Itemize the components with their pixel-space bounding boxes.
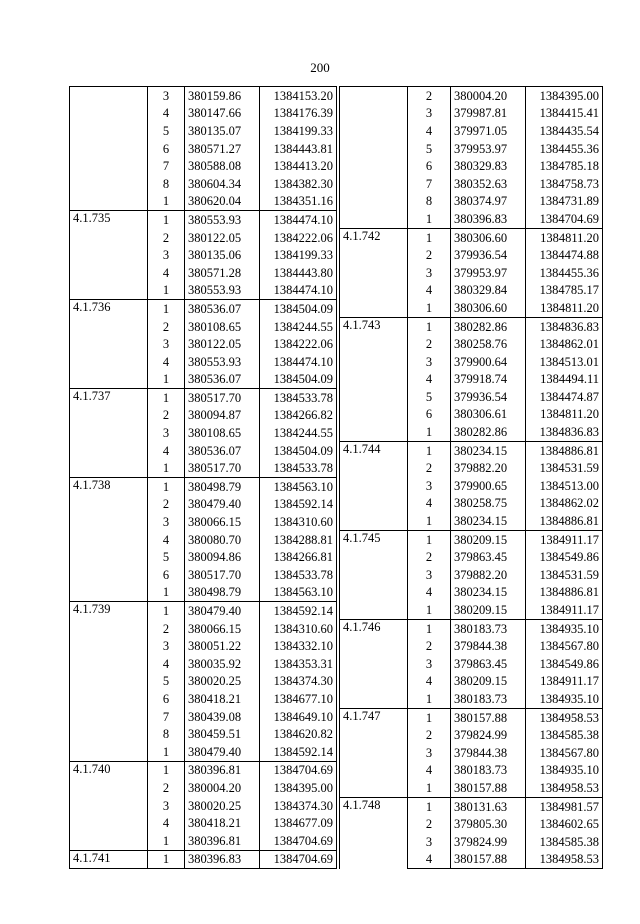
point-number: 4 bbox=[148, 814, 185, 832]
x-coordinate: 380418.21 bbox=[185, 814, 260, 832]
table-row bbox=[70, 478, 337, 496]
point-number: 8 bbox=[148, 175, 185, 193]
point-number: 1 bbox=[148, 743, 185, 761]
y-coordinate: 1384958.53 bbox=[526, 779, 603, 797]
y-coordinate: 1384811.20 bbox=[526, 406, 603, 424]
y-coordinate: 1384382.30 bbox=[260, 175, 337, 193]
y-coordinate: 1384443.81 bbox=[260, 140, 337, 158]
point-number: 3 bbox=[148, 797, 185, 815]
x-coordinate: 380498.79 bbox=[185, 584, 260, 602]
x-coordinate: 380108.65 bbox=[185, 318, 260, 336]
point-number: 4 bbox=[408, 122, 451, 140]
point-number: 3 bbox=[408, 353, 451, 371]
point-number: 6 bbox=[408, 157, 451, 175]
x-coordinate: 380209.15 bbox=[451, 530, 526, 548]
y-coordinate: 1384513.01 bbox=[526, 353, 603, 371]
point-number: 3 bbox=[408, 477, 451, 495]
y-coordinate: 1384533.78 bbox=[260, 566, 337, 584]
x-coordinate: 380094.86 bbox=[185, 548, 260, 566]
x-coordinate: 380479.40 bbox=[185, 743, 260, 761]
x-coordinate: 380459.51 bbox=[185, 725, 260, 743]
section-number: 4.1.745 bbox=[340, 530, 408, 619]
y-coordinate: 1384836.83 bbox=[526, 317, 603, 335]
y-coordinate: 1384911.17 bbox=[526, 530, 603, 548]
point-number: 7 bbox=[148, 708, 185, 726]
point-number: 5 bbox=[148, 122, 185, 140]
y-coordinate: 1384862.01 bbox=[526, 335, 603, 353]
section-number: 4.1.744 bbox=[340, 441, 408, 530]
y-coordinate: 1384443.80 bbox=[260, 264, 337, 282]
y-coordinate: 1384649.10 bbox=[260, 708, 337, 726]
x-coordinate: 380352.63 bbox=[451, 175, 526, 193]
y-coordinate: 1384474.88 bbox=[526, 246, 603, 264]
x-coordinate: 380159.86 bbox=[185, 87, 260, 105]
point-number: 4 bbox=[408, 282, 451, 300]
y-coordinate: 1384911.17 bbox=[526, 601, 603, 619]
section-number: 4.1.743 bbox=[340, 317, 408, 441]
y-coordinate: 1384374.30 bbox=[260, 797, 337, 815]
y-coordinate: 1384513.00 bbox=[526, 477, 603, 495]
y-coordinate: 1384677.09 bbox=[260, 814, 337, 832]
point-number: 8 bbox=[148, 725, 185, 743]
point-number: 4 bbox=[408, 673, 451, 691]
section-number: 4.1.742 bbox=[340, 228, 408, 317]
x-coordinate: 380396.81 bbox=[185, 832, 260, 850]
point-number: 1 bbox=[408, 601, 451, 619]
x-coordinate: 380306.60 bbox=[451, 299, 526, 317]
y-coordinate: 1384620.82 bbox=[260, 725, 337, 743]
section-number: 4.1.739 bbox=[70, 602, 148, 761]
x-coordinate: 380536.07 bbox=[185, 371, 260, 389]
point-number: 1 bbox=[408, 619, 451, 637]
x-coordinate: 380282.86 bbox=[451, 317, 526, 335]
point-number: 1 bbox=[148, 761, 185, 779]
point-number: 2 bbox=[148, 229, 185, 247]
point-number: 1 bbox=[148, 478, 185, 496]
section-number: 4.1.736 bbox=[70, 300, 148, 389]
point-number: 1 bbox=[148, 282, 185, 300]
point-number: 2 bbox=[408, 335, 451, 353]
x-coordinate: 380439.08 bbox=[185, 708, 260, 726]
y-coordinate: 1384474.87 bbox=[526, 388, 603, 406]
point-number: 4 bbox=[148, 264, 185, 282]
y-coordinate: 1384504.09 bbox=[260, 371, 337, 389]
section-number: 4.1.735 bbox=[70, 211, 148, 300]
point-number: 3 bbox=[408, 566, 451, 584]
point-number: 3 bbox=[148, 87, 185, 105]
point-number: 4 bbox=[408, 495, 451, 513]
y-coordinate: 1384585.38 bbox=[526, 833, 603, 851]
point-number: 3 bbox=[148, 513, 185, 531]
point-number: 3 bbox=[148, 335, 185, 353]
y-coordinate: 1384704.69 bbox=[260, 761, 337, 779]
y-coordinate: 1384504.09 bbox=[260, 442, 337, 460]
table-row bbox=[70, 602, 337, 620]
point-number: 6 bbox=[148, 140, 185, 158]
point-number: 1 bbox=[408, 512, 451, 530]
point-number: 4 bbox=[148, 105, 185, 123]
point-number: 8 bbox=[408, 193, 451, 211]
x-coordinate: 380329.83 bbox=[451, 157, 526, 175]
x-coordinate: 380258.75 bbox=[451, 495, 526, 513]
point-number: 4 bbox=[148, 655, 185, 673]
y-coordinate: 1384455.36 bbox=[526, 140, 603, 158]
point-number: 2 bbox=[408, 246, 451, 264]
point-number: 4 bbox=[408, 371, 451, 389]
y-coordinate: 1384785.18 bbox=[526, 157, 603, 175]
y-coordinate: 1384592.14 bbox=[260, 743, 337, 761]
x-coordinate: 380234.15 bbox=[451, 441, 526, 459]
y-coordinate: 1384222.06 bbox=[260, 335, 337, 353]
y-coordinate: 1384288.81 bbox=[260, 531, 337, 549]
y-coordinate: 1384199.33 bbox=[260, 246, 337, 264]
y-coordinate: 1384176.39 bbox=[260, 105, 337, 123]
x-coordinate: 379805.30 bbox=[451, 815, 526, 833]
point-number: 5 bbox=[148, 548, 185, 566]
x-coordinate: 380147.66 bbox=[185, 105, 260, 123]
y-coordinate: 1384310.60 bbox=[260, 620, 337, 638]
x-coordinate: 380306.60 bbox=[451, 228, 526, 246]
point-number: 1 bbox=[408, 317, 451, 335]
x-coordinate: 380536.07 bbox=[185, 300, 260, 318]
y-coordinate: 1384474.10 bbox=[260, 353, 337, 371]
point-number: 7 bbox=[408, 175, 451, 193]
point-number: 1 bbox=[408, 228, 451, 246]
point-number: 1 bbox=[148, 832, 185, 850]
point-number: 4 bbox=[148, 531, 185, 549]
point-number: 1 bbox=[408, 779, 451, 797]
y-coordinate: 1384474.10 bbox=[260, 282, 337, 300]
x-coordinate: 380620.04 bbox=[185, 193, 260, 211]
point-number: 1 bbox=[148, 389, 185, 407]
table-row bbox=[340, 708, 603, 726]
x-coordinate: 379844.38 bbox=[451, 637, 526, 655]
point-number: 2 bbox=[408, 548, 451, 566]
x-coordinate: 380066.15 bbox=[185, 513, 260, 531]
y-coordinate: 1384567.80 bbox=[526, 637, 603, 655]
page-number: 200 bbox=[310, 60, 330, 75]
point-number: 5 bbox=[148, 673, 185, 691]
y-coordinate: 1384413.20 bbox=[260, 157, 337, 175]
x-coordinate: 380396.83 bbox=[185, 850, 260, 869]
y-coordinate: 1384474.10 bbox=[260, 211, 337, 229]
x-coordinate: 380571.28 bbox=[185, 264, 260, 282]
point-number: 4 bbox=[148, 353, 185, 371]
point-number: 3 bbox=[408, 744, 451, 762]
x-coordinate: 380396.83 bbox=[451, 210, 526, 228]
point-number: 3 bbox=[408, 833, 451, 851]
point-number: 5 bbox=[408, 140, 451, 158]
section-number bbox=[340, 87, 408, 229]
table-row bbox=[70, 850, 337, 869]
y-coordinate: 1384592.14 bbox=[260, 602, 337, 620]
y-coordinate: 1384592.14 bbox=[260, 496, 337, 514]
table-row bbox=[340, 530, 603, 548]
y-coordinate: 1384886.81 bbox=[526, 584, 603, 602]
point-number: 1 bbox=[148, 459, 185, 477]
y-coordinate: 1384935.10 bbox=[526, 619, 603, 637]
y-coordinate: 1384266.81 bbox=[260, 548, 337, 566]
y-coordinate: 1384563.10 bbox=[260, 584, 337, 602]
y-coordinate: 1384266.82 bbox=[260, 407, 337, 425]
point-number: 3 bbox=[148, 637, 185, 655]
y-coordinate: 1384199.33 bbox=[260, 122, 337, 140]
y-coordinate: 1384935.10 bbox=[526, 690, 603, 708]
point-number: 1 bbox=[148, 300, 185, 318]
y-coordinate: 1384731.89 bbox=[526, 193, 603, 211]
point-number: 1 bbox=[408, 797, 451, 815]
point-number: 2 bbox=[148, 496, 185, 514]
point-number: 1 bbox=[408, 690, 451, 708]
point-number: 2 bbox=[408, 459, 451, 477]
point-number: 3 bbox=[148, 246, 185, 264]
y-coordinate: 1384836.83 bbox=[526, 423, 603, 441]
x-coordinate: 380080.70 bbox=[185, 531, 260, 549]
y-coordinate: 1384886.81 bbox=[526, 512, 603, 530]
point-number: 3 bbox=[148, 424, 185, 442]
x-coordinate: 380517.70 bbox=[185, 389, 260, 407]
point-number: 1 bbox=[148, 193, 185, 211]
y-coordinate: 1384494.11 bbox=[526, 371, 603, 389]
y-coordinate: 1384563.10 bbox=[260, 478, 337, 496]
x-coordinate: 380536.07 bbox=[185, 442, 260, 460]
point-number: 2 bbox=[408, 87, 451, 105]
y-coordinate: 1384758.73 bbox=[526, 175, 603, 193]
y-coordinate: 1384811.20 bbox=[526, 228, 603, 246]
table-row bbox=[340, 441, 603, 459]
table-row bbox=[340, 317, 603, 335]
x-coordinate: 379971.05 bbox=[451, 122, 526, 140]
y-coordinate: 1384222.06 bbox=[260, 229, 337, 247]
x-coordinate: 380035.92 bbox=[185, 655, 260, 673]
x-coordinate: 380258.76 bbox=[451, 335, 526, 353]
x-coordinate: 380020.25 bbox=[185, 673, 260, 691]
section-number: 4.1.737 bbox=[70, 389, 148, 478]
x-coordinate: 380004.20 bbox=[185, 779, 260, 797]
point-number: 7 bbox=[148, 157, 185, 175]
y-coordinate: 1384310.60 bbox=[260, 513, 337, 531]
x-coordinate: 380418.21 bbox=[185, 690, 260, 708]
point-number: 6 bbox=[408, 406, 451, 424]
table-row bbox=[70, 389, 337, 407]
x-coordinate: 380131.63 bbox=[451, 797, 526, 815]
x-coordinate: 380517.70 bbox=[185, 459, 260, 477]
point-number: 4 bbox=[408, 584, 451, 602]
x-coordinate: 379882.20 bbox=[451, 566, 526, 584]
y-coordinate: 1384531.59 bbox=[526, 566, 603, 584]
y-coordinate: 1384351.16 bbox=[260, 193, 337, 211]
table-row bbox=[340, 797, 603, 815]
y-coordinate: 1384435.54 bbox=[526, 122, 603, 140]
y-coordinate: 1384244.55 bbox=[260, 318, 337, 336]
x-coordinate: 380157.88 bbox=[451, 708, 526, 726]
point-number: 4 bbox=[408, 851, 451, 869]
y-coordinate: 1384958.53 bbox=[526, 851, 603, 869]
y-coordinate: 1384153.20 bbox=[260, 87, 337, 105]
y-coordinate: 1384958.53 bbox=[526, 708, 603, 726]
point-number: 1 bbox=[148, 371, 185, 389]
section-number: 4.1.748 bbox=[340, 797, 408, 868]
point-number: 1 bbox=[148, 584, 185, 602]
point-number: 3 bbox=[408, 655, 451, 673]
point-number: 1 bbox=[408, 299, 451, 317]
x-coordinate: 380183.73 bbox=[451, 619, 526, 637]
y-coordinate: 1384533.78 bbox=[260, 459, 337, 477]
x-coordinate: 380183.73 bbox=[451, 762, 526, 780]
section-number: 4.1.741 bbox=[70, 850, 148, 869]
x-coordinate: 379953.97 bbox=[451, 264, 526, 282]
section-number: 4.1.740 bbox=[70, 761, 148, 850]
point-number: 1 bbox=[148, 602, 185, 620]
x-coordinate: 380498.79 bbox=[185, 478, 260, 496]
section-number: 4.1.738 bbox=[70, 478, 148, 602]
point-number: 2 bbox=[148, 779, 185, 797]
point-number: 4 bbox=[148, 442, 185, 460]
y-coordinate: 1384981.57 bbox=[526, 797, 603, 815]
point-number: 1 bbox=[148, 850, 185, 869]
y-coordinate: 1384549.86 bbox=[526, 655, 603, 673]
y-coordinate: 1384886.81 bbox=[526, 441, 603, 459]
x-coordinate: 380157.88 bbox=[451, 779, 526, 797]
point-number: 4 bbox=[408, 762, 451, 780]
y-coordinate: 1384395.00 bbox=[260, 779, 337, 797]
x-coordinate: 380066.15 bbox=[185, 620, 260, 638]
section-number bbox=[70, 87, 148, 211]
y-coordinate: 1384785.17 bbox=[526, 282, 603, 300]
x-coordinate: 379953.97 bbox=[451, 140, 526, 158]
x-coordinate: 380571.27 bbox=[185, 140, 260, 158]
x-coordinate: 380553.93 bbox=[185, 353, 260, 371]
point-number: 5 bbox=[408, 388, 451, 406]
x-coordinate: 379824.99 bbox=[451, 726, 526, 744]
point-number: 1 bbox=[408, 708, 451, 726]
x-coordinate: 379863.45 bbox=[451, 655, 526, 673]
x-coordinate: 380306.61 bbox=[451, 406, 526, 424]
y-coordinate: 1384415.41 bbox=[526, 105, 603, 123]
x-coordinate: 380329.84 bbox=[451, 282, 526, 300]
x-coordinate: 380004.20 bbox=[451, 87, 526, 105]
x-coordinate: 380094.87 bbox=[185, 407, 260, 425]
x-coordinate: 379936.54 bbox=[451, 246, 526, 264]
x-coordinate: 380234.15 bbox=[451, 584, 526, 602]
point-number: 6 bbox=[148, 690, 185, 708]
table-row bbox=[340, 87, 603, 105]
x-coordinate: 380396.81 bbox=[185, 761, 260, 779]
y-coordinate: 1384549.86 bbox=[526, 548, 603, 566]
y-coordinate: 1384704.69 bbox=[260, 850, 337, 869]
x-coordinate: 380234.15 bbox=[451, 512, 526, 530]
x-coordinate: 380209.15 bbox=[451, 673, 526, 691]
point-number: 1 bbox=[408, 530, 451, 548]
point-number: 1 bbox=[408, 441, 451, 459]
x-coordinate: 379844.38 bbox=[451, 744, 526, 762]
point-number: 2 bbox=[148, 620, 185, 638]
x-coordinate: 380374.97 bbox=[451, 193, 526, 211]
x-coordinate: 380108.65 bbox=[185, 424, 260, 442]
x-coordinate: 380122.05 bbox=[185, 335, 260, 353]
y-coordinate: 1384811.20 bbox=[526, 299, 603, 317]
x-coordinate: 379918.74 bbox=[451, 371, 526, 389]
point-number: 2 bbox=[148, 318, 185, 336]
y-coordinate: 1384504.09 bbox=[260, 300, 337, 318]
y-coordinate: 1384567.80 bbox=[526, 744, 603, 762]
x-coordinate: 380135.06 bbox=[185, 246, 260, 264]
point-number: 2 bbox=[408, 637, 451, 655]
y-coordinate: 1384602.65 bbox=[526, 815, 603, 833]
x-coordinate: 379863.45 bbox=[451, 548, 526, 566]
x-coordinate: 380135.07 bbox=[185, 122, 260, 140]
x-coordinate: 380282.86 bbox=[451, 423, 526, 441]
y-coordinate: 1384244.55 bbox=[260, 424, 337, 442]
x-coordinate: 379900.64 bbox=[451, 353, 526, 371]
x-coordinate: 380209.15 bbox=[451, 601, 526, 619]
x-coordinate: 380479.40 bbox=[185, 496, 260, 514]
table-row bbox=[70, 300, 337, 318]
y-coordinate: 1384704.69 bbox=[526, 210, 603, 228]
x-coordinate: 380588.08 bbox=[185, 157, 260, 175]
y-coordinate: 1384862.02 bbox=[526, 495, 603, 513]
table-row bbox=[70, 761, 337, 779]
point-number: 3 bbox=[408, 264, 451, 282]
point-number: 3 bbox=[408, 105, 451, 123]
point-number: 1 bbox=[408, 210, 451, 228]
point-number: 2 bbox=[408, 726, 451, 744]
x-coordinate: 380604.34 bbox=[185, 175, 260, 193]
x-coordinate: 380020.25 bbox=[185, 797, 260, 815]
y-coordinate: 1384353.31 bbox=[260, 655, 337, 673]
coordinates-table-right bbox=[339, 86, 603, 869]
x-coordinate: 380553.93 bbox=[185, 282, 260, 300]
x-coordinate: 379936.54 bbox=[451, 388, 526, 406]
section-number: 4.1.747 bbox=[340, 708, 408, 797]
x-coordinate: 380479.40 bbox=[185, 602, 260, 620]
y-coordinate: 1384704.69 bbox=[260, 832, 337, 850]
y-coordinate: 1384455.36 bbox=[526, 264, 603, 282]
table-row bbox=[340, 619, 603, 637]
y-coordinate: 1384677.10 bbox=[260, 690, 337, 708]
x-coordinate: 379882.20 bbox=[451, 459, 526, 477]
table-row bbox=[340, 228, 603, 246]
section-number: 4.1.746 bbox=[340, 619, 408, 708]
x-coordinate: 379987.81 bbox=[451, 105, 526, 123]
x-coordinate: 380122.05 bbox=[185, 229, 260, 247]
x-coordinate: 380183.73 bbox=[451, 690, 526, 708]
y-coordinate: 1384533.78 bbox=[260, 389, 337, 407]
table-row bbox=[70, 87, 337, 105]
x-coordinate: 379824.99 bbox=[451, 833, 526, 851]
point-number: 2 bbox=[408, 815, 451, 833]
point-number: 6 bbox=[148, 566, 185, 584]
point-number: 1 bbox=[408, 423, 451, 441]
x-coordinate: 379900.65 bbox=[451, 477, 526, 495]
x-coordinate: 380157.88 bbox=[451, 851, 526, 869]
point-number: 2 bbox=[148, 407, 185, 425]
x-coordinate: 380553.93 bbox=[185, 211, 260, 229]
y-coordinate: 1384911.17 bbox=[526, 673, 603, 691]
x-coordinate: 380051.22 bbox=[185, 637, 260, 655]
y-coordinate: 1384935.10 bbox=[526, 762, 603, 780]
table-row bbox=[70, 211, 337, 229]
coordinates-table-left bbox=[69, 86, 337, 869]
y-coordinate: 1384585.38 bbox=[526, 726, 603, 744]
point-number: 1 bbox=[148, 211, 185, 229]
y-coordinate: 1384531.59 bbox=[526, 459, 603, 477]
y-coordinate: 1384332.10 bbox=[260, 637, 337, 655]
y-coordinate: 1384395.00 bbox=[526, 87, 603, 105]
x-coordinate: 380517.70 bbox=[185, 566, 260, 584]
y-coordinate: 1384374.30 bbox=[260, 673, 337, 691]
